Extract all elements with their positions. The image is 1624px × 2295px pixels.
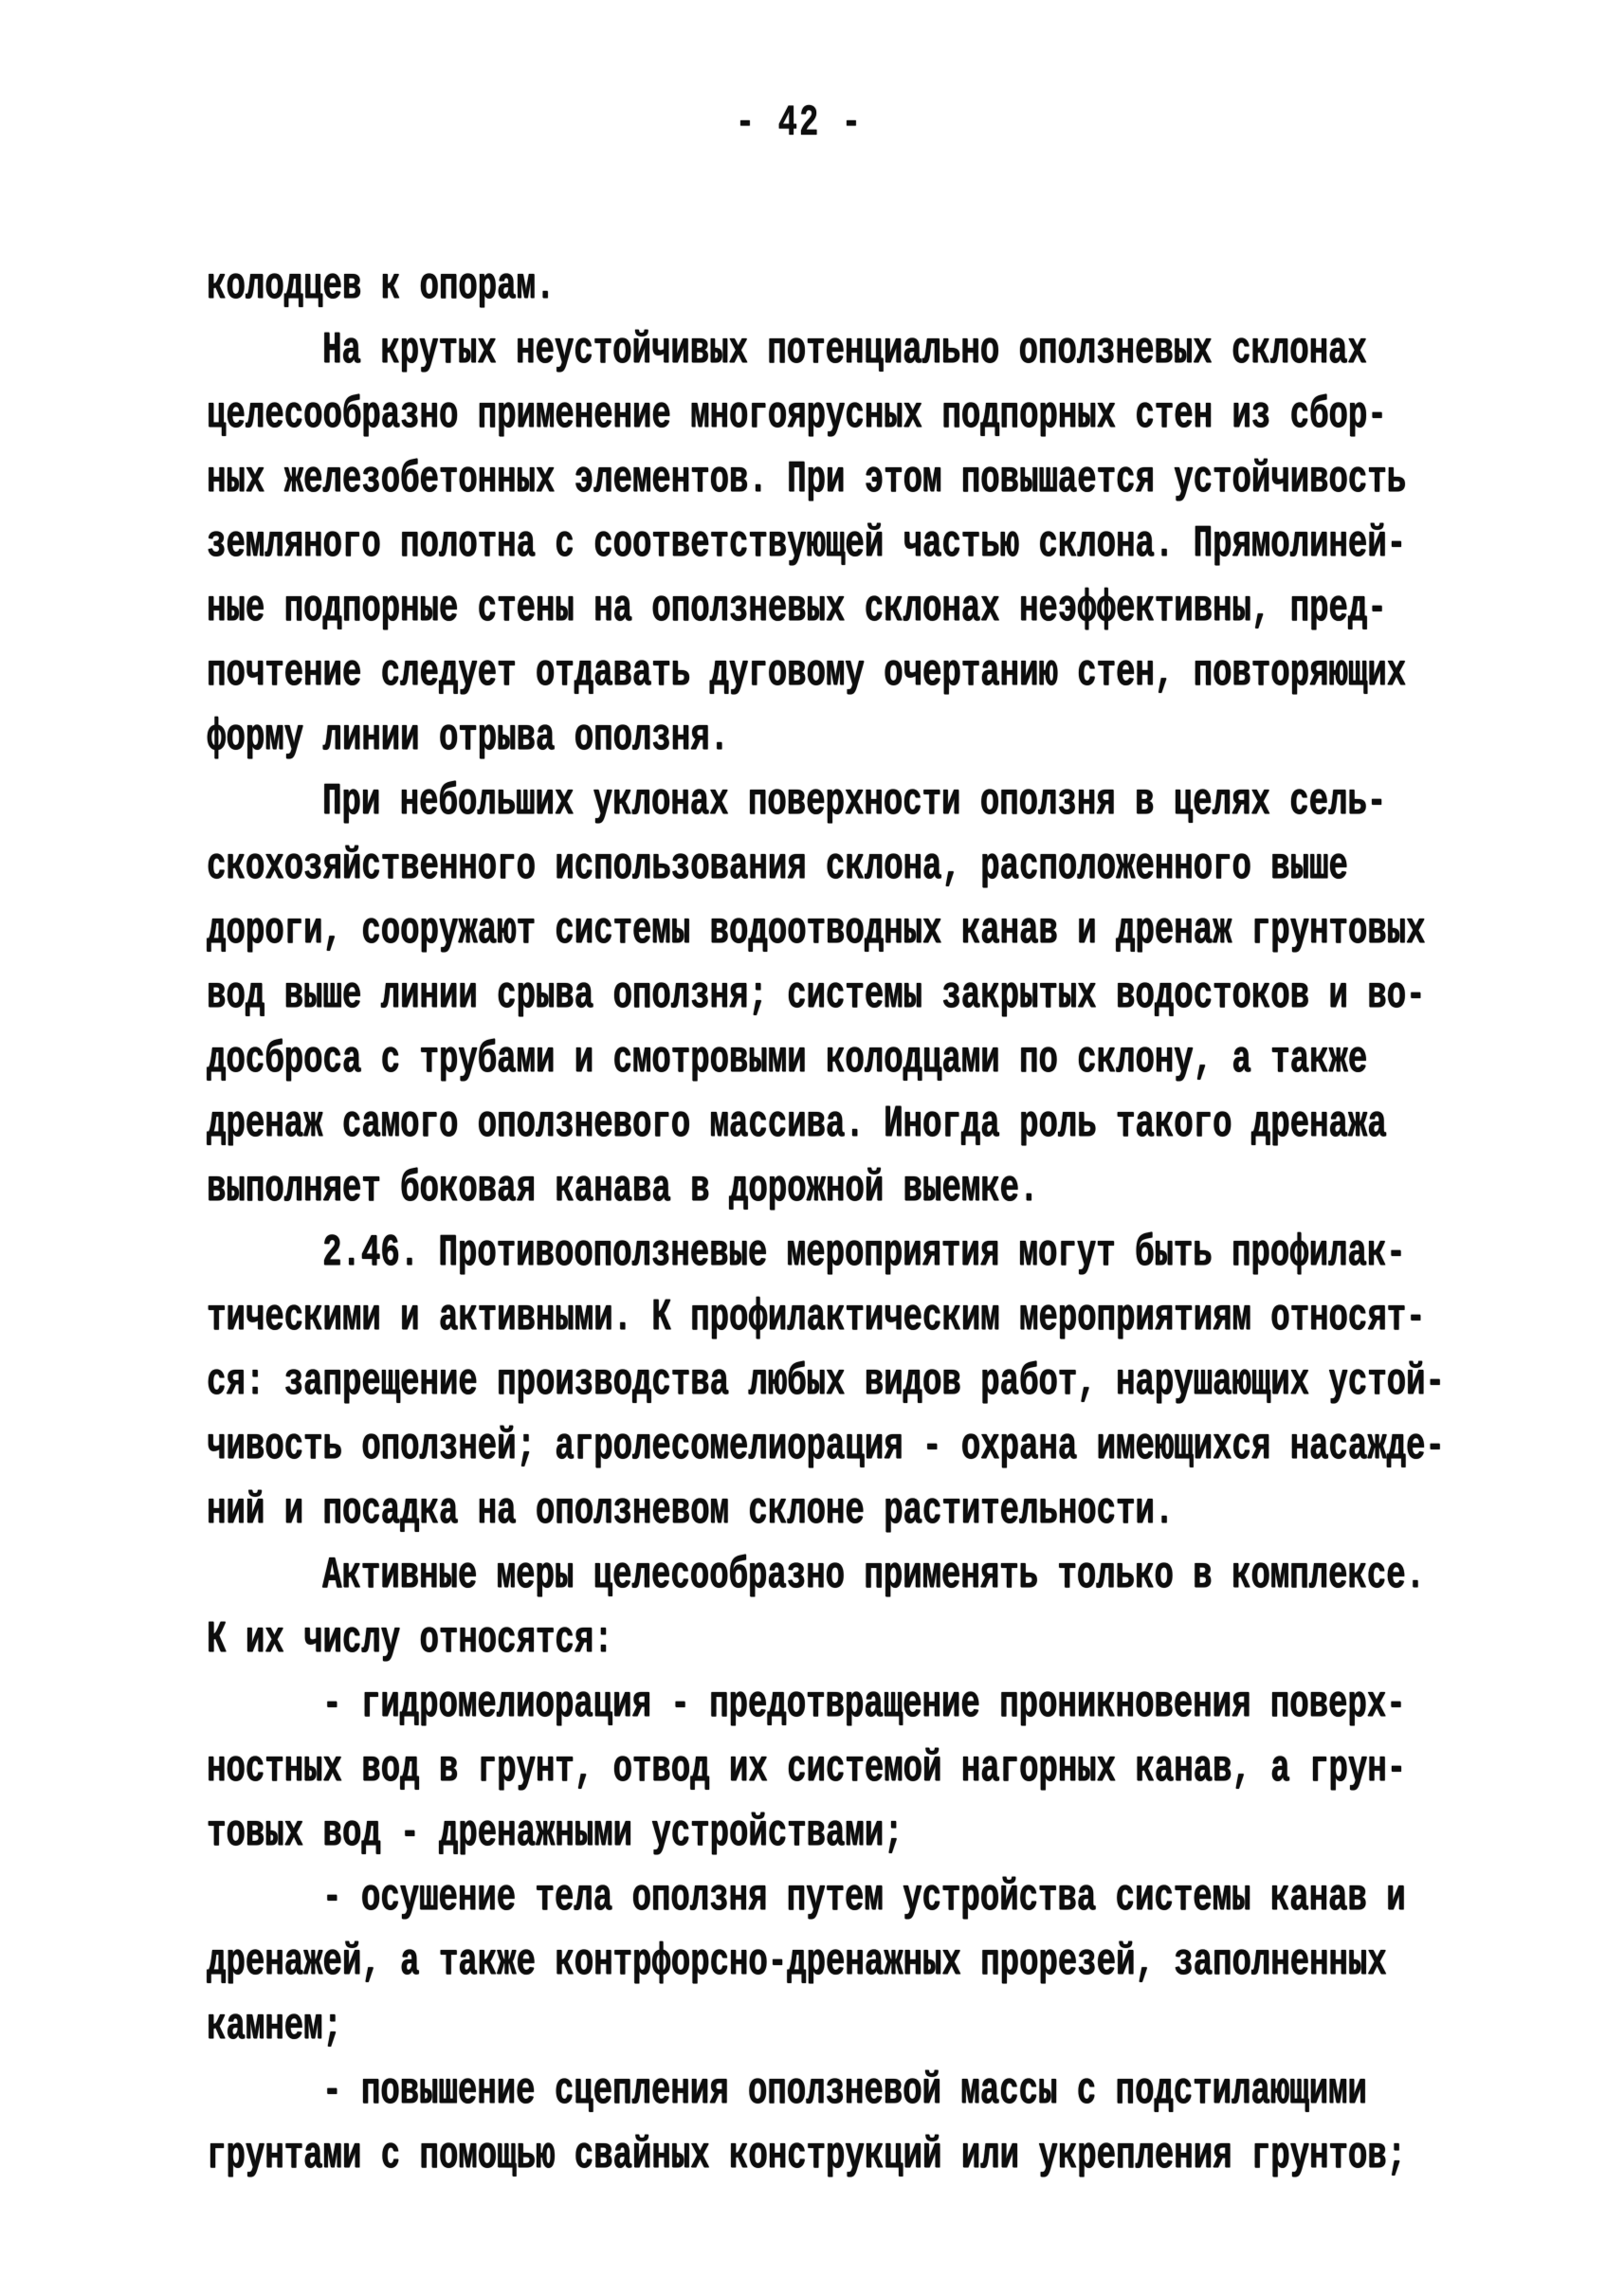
text-line: - повышение сцепления оползневой массы с подстилающими [322,2067,1367,2118]
text-line: колодцев к опорам. [207,262,556,313]
text-line: чивость оползней; агролесомелиорация - охрана имеющихся насажде- [207,1422,1445,1473]
text-line: почтение следует отдавать дуговому очертанию стен, повторяющих [207,648,1407,700]
text-line: скохозяйственного использования склона, расположенного выше [207,842,1348,893]
text-line: вод выше линии срыва оползня; системы закрытых водостоков и во- [207,971,1426,1022]
text-line: досброса с трубами и смотровыми колодцами по склону, а также [207,1035,1368,1086]
text-line: На крутых неустойчивых потенциально оползневых склонах [322,326,1367,377]
text-line: выполняет боковая канава в дорожной выемке. [207,1164,1039,1215]
text-line: целесообразно применение многоярусных подпорных стен из сбор- [207,391,1387,442]
text-line: 2.46. Противооползневые мероприятия могут быть профилак- [322,1229,1406,1280]
text-line: ся: запрещение производства любых видов работ, нарушающих устой- [207,1357,1445,1409]
text-line: ные подпорные стены на оползневых склонах неэффективны, пред- [207,584,1387,635]
text-line: камнем; [207,2002,342,2053]
text-line: дренажей, а также контрфорсно-дренажных прорезей, заполненных [207,1938,1387,1989]
text-line: - осушение тела оползня путем устройства системы канав и [322,1873,1406,1924]
document-body [207,255,1468,2189]
text-line: К их числу относятся: [207,1615,613,1667]
text-line: ных железобетонных элементов. При этом повышается устойчивость [207,455,1407,506]
text-line: товых вод - дренажными устройствами; [207,1809,903,1860]
text-line: ностных вод в грунт, отвод их системой нагорных канав, а грун- [207,1744,1407,1795]
text-line: При небольших уклонах поверхности оползня в целях сель- [322,777,1387,829]
page-number: - 42 - [735,100,864,149]
text-line: дороги, сооружают системы водоотводных канав и дренаж грунтовых [207,906,1426,957]
text-line: форму линии отрыва оползня. [207,713,729,764]
text-line: земляного полотна с соответствующей частью склона. Прямолиней- [207,519,1407,571]
text-line: Активные меры целесообразно применять только в комплексе. [322,1551,1425,1602]
text-line: грунтами с помощью свайных конструкций или укрепления грунтов; [207,2131,1407,2182]
text-line: тическими и активными. К профилактическим мероприятиям относят- [207,1293,1426,1344]
text-line: - гидромелиорация - предотвращение проникновения поверх- [322,1680,1406,1731]
text-line: дренаж самого оползневого массива. Иногда роль такого дренажа [207,1100,1387,1151]
text-line: ний и посадка на оползневом склоне растительности. [207,1486,1175,1538]
